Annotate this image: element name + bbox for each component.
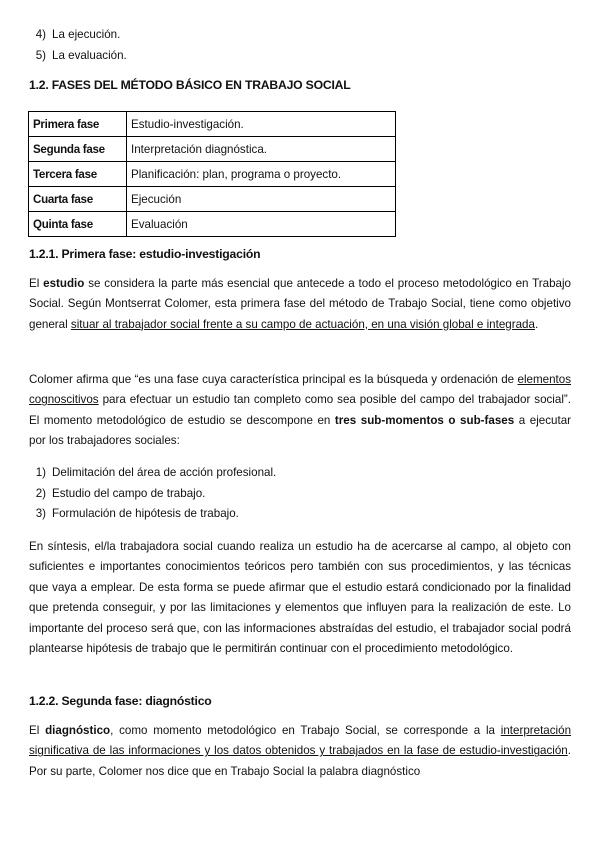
list-item: 3) Formulación de hipótesis de trabajo.: [35, 507, 239, 520]
phase-desc: Ejecución: [127, 187, 396, 212]
subsection-title-1: 1.2.1. Primera fase: estudio-investigación: [29, 247, 261, 261]
table-row: [29, 212, 396, 237]
phase-name: Segunda fase: [29, 137, 127, 162]
section-title: 1.2. FASES DEL MÉTODO BÁSICO EN TRABAJO SOCIAL: [29, 78, 351, 92]
table-row: [29, 162, 396, 187]
list-item: 2) Estudio del campo de trabajo.: [35, 486, 206, 500]
top-list: [29, 25, 127, 66]
table-row: [29, 187, 396, 212]
phase-name: Cuarta fase: [29, 187, 127, 212]
phase-desc: Interpretación diagnóstica.: [127, 137, 396, 162]
phase-name: Tercera fase: [29, 162, 127, 187]
phase-name: Primera fase: [29, 112, 127, 137]
subsection-title-2: 1.2.2. Segunda fase: diagnóstico: [29, 694, 212, 708]
table-row: [29, 112, 396, 137]
underlined-text: situar al trabajador social frente a su campo de actuación, en una visión global e integrada: [70, 317, 535, 331]
underlined-text: interpretación significativa de las informaciones y los datos obtenidos y trabajados en la fase de estudio-investigación: [29, 724, 572, 758]
table-row: [29, 137, 396, 162]
phase-desc: Evaluación: [127, 212, 396, 237]
phases-table: [28, 111, 396, 237]
subphase-list: [29, 463, 276, 525]
phase-name: Quinta fase: [29, 212, 127, 237]
list-item: 4) La ejecución.: [35, 28, 121, 41]
paragraph-diagnostico: El diagnóstico, como momento metodológico en Trabajo Social, se corresponde a la interpretación significativa de las informaciones y los datos obtenidos y trabajados en la fase de estudio-investigación. Por su parte, Colomer nos dice que en Trabajo Social la palabra diagnóstico: [29, 724, 572, 778]
paragraph-estudio: El estudio se considera la parte más esencial que antecede a todo el proceso metodológico en Trabajo Social. Según Montserrat Colomer, esta primera fase del método de Trabajo Social, tiene como objetivo general situar al trabajador social frente a su campo de actuación, en una visión global e integrada.: [29, 277, 571, 331]
paragraph-sintesis: En síntesis, el/la trabajadora social cuando realiza un estudio ha de acercarse al campo, al objeto con suficientes e importantes conocimientos teóricos pero también con sus procedimientos, y las técnicas que vaya a emplear. De esta forma se puede afirmar que el estudio estará condicionado por la finalidad que pretenda conseguir, y por las limitaciones y elementos que influyen para la realización de este. Lo importante del proceso será que, con las informaciones abstraídas del estudio, el trabajador social podrá plantearse hipótesis de trabajo que le permitirán continuar con el procedimiento metodológico.: [29, 540, 571, 656]
phase-desc: Planificación: plan, programa o proyecto.: [127, 162, 396, 187]
paragraph-colomer: Colomer afirma que “es una fase cuya característica principal es la búsqueda y ordenación de elementos cognoscitivos para efectuar un estudio tan completo como sea posible del campo del trabajador social”. El momento metodológico de estudio se descompone en tres sub-momentos o sub-fases a ejecutar por los trabajadores sociales:: [29, 373, 572, 448]
list-item: 1) Delimitación del área de acción profesional.: [35, 466, 277, 479]
phase-desc: Estudio-investigación.: [127, 112, 396, 137]
list-item: 5) La evaluación.: [35, 48, 127, 62]
underlined-text: elementos cognoscitivos: [29, 373, 571, 407]
